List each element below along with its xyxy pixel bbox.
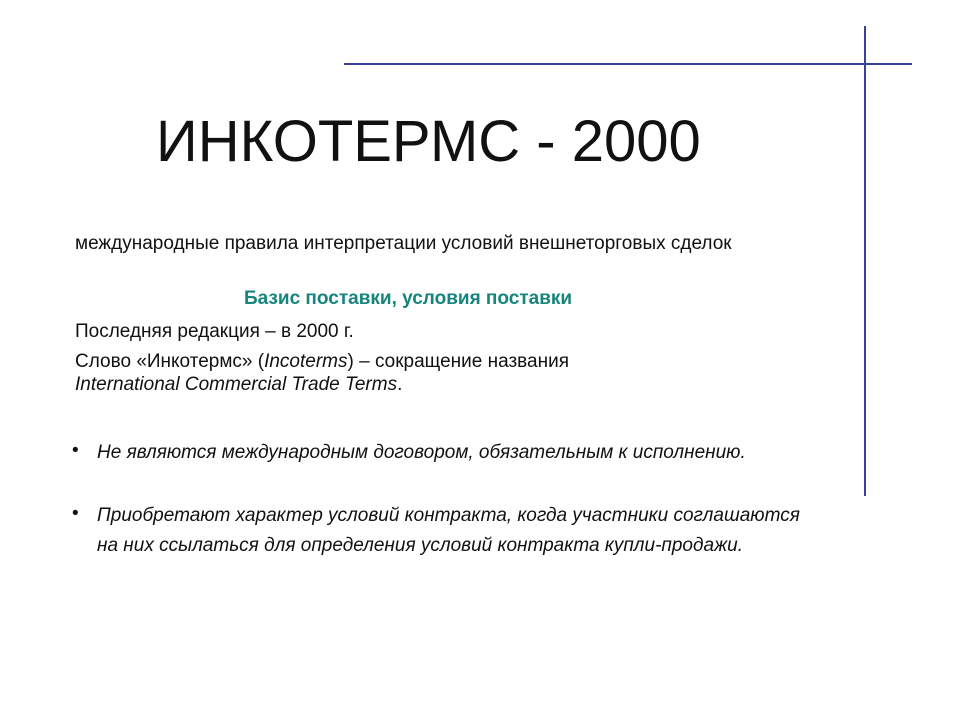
right-decorative-line: [864, 26, 866, 496]
definition-text: международные правила интерпретации условий внешнеторговых сделок: [75, 233, 732, 254]
full-name-end: .: [397, 374, 403, 395]
bullet-text: Не являются международным договором, обязательным к исполнению.: [97, 442, 746, 463]
incoterms-term: Incoterms: [264, 351, 348, 372]
word-origin-suffix: ) – сокращение названия: [347, 351, 570, 372]
word-origin-paragraph: [75, 350, 815, 396]
bullet-item: [72, 438, 812, 468]
highlight-subtitle: Базис поставки, условия поставки: [244, 288, 573, 309]
edition-text: Последняя редакция – в 2000 г.: [75, 321, 354, 342]
bullet-text: Приобретают характер условий контракта, когда участники соглашаются на них ссылаться для определения условий контракта купли-продажи.: [97, 505, 800, 556]
full-name-term: International Commercial Trade Terms: [75, 374, 398, 395]
top-decorative-line: [344, 63, 912, 65]
bullet-dot: •: [72, 440, 79, 461]
bullet-dot: •: [72, 503, 79, 524]
bullet-item: [72, 501, 812, 561]
word-origin-prefix: Слово «Инкотермс» (: [75, 351, 265, 372]
slide-title: ИНКОТЕРМС - 2000: [156, 109, 701, 174]
